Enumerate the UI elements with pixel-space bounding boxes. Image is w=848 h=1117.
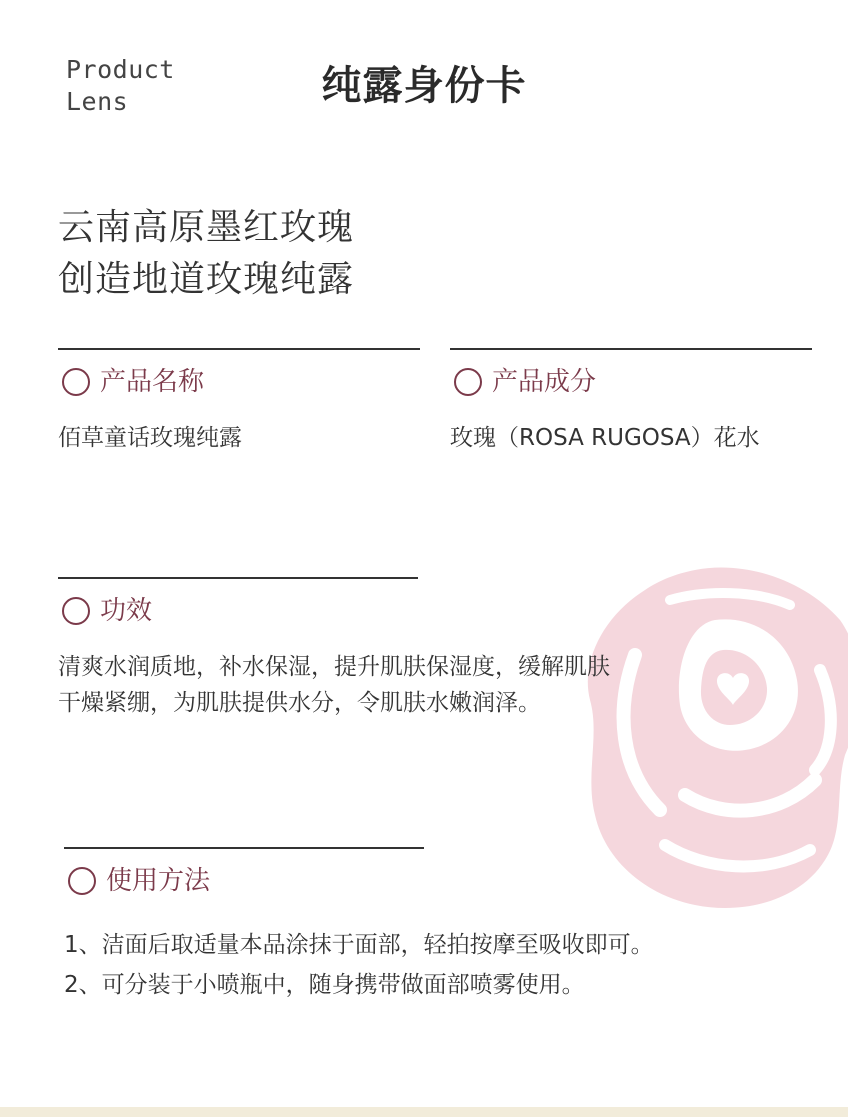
section-ingredients bbox=[450, 348, 812, 456]
efficacy-line-2: 干燥紧绷，为肌肤提供水分，令肌肤水嫩润泽。 bbox=[58, 690, 541, 716]
section-heading bbox=[64, 865, 664, 897]
slogan-line-1: 云南高原墨红玫瑰 bbox=[58, 207, 355, 248]
section-heading-label: 产品名称 bbox=[100, 367, 205, 397]
circle-outline-icon bbox=[62, 597, 90, 625]
section-heading-label: 功效 bbox=[100, 596, 153, 626]
brand-line-1: Product bbox=[66, 55, 175, 84]
efficacy-text bbox=[58, 649, 618, 721]
page-title: 纯露身份卡 bbox=[321, 63, 527, 109]
slogan bbox=[58, 202, 354, 306]
ingredients-value: 玫瑰（ROSA RUGOSA）花水 bbox=[450, 425, 760, 451]
section-divider bbox=[64, 847, 424, 849]
efficacy-line-1: 清爽水润质地，补水保湿，提升肌肤保湿度，缓解肌肤 bbox=[58, 654, 610, 680]
section-heading bbox=[58, 366, 420, 398]
section-divider bbox=[58, 348, 420, 350]
product-name-value: 佰草童话玫瑰纯露 bbox=[58, 425, 242, 451]
circle-outline-icon bbox=[62, 368, 90, 396]
section-product-name bbox=[58, 348, 420, 456]
circle-outline-icon bbox=[454, 368, 482, 396]
section-usage bbox=[64, 847, 664, 1005]
circle-outline-icon bbox=[68, 867, 96, 895]
section-heading bbox=[450, 366, 812, 398]
section-heading bbox=[58, 595, 618, 627]
section-efficacy bbox=[58, 577, 618, 721]
section-heading-label: 使用方法 bbox=[106, 866, 211, 896]
brand-line-2: Lens bbox=[66, 87, 129, 116]
usage-step-2: 2、可分装于小喷瓶中，随身携带做面部喷雾使用。 bbox=[64, 972, 585, 998]
section-heading-label: 产品成分 bbox=[492, 367, 597, 397]
slogan-line-2: 创造地道玫瑰纯露 bbox=[58, 259, 355, 300]
section-divider bbox=[58, 577, 418, 579]
usage-text bbox=[64, 925, 664, 1005]
bottom-band bbox=[0, 1107, 848, 1117]
usage-step-1: 1、洁面后取适量本品涂抹于面部，轻拍按摩至吸收即可。 bbox=[64, 932, 654, 958]
section-divider bbox=[450, 348, 812, 350]
